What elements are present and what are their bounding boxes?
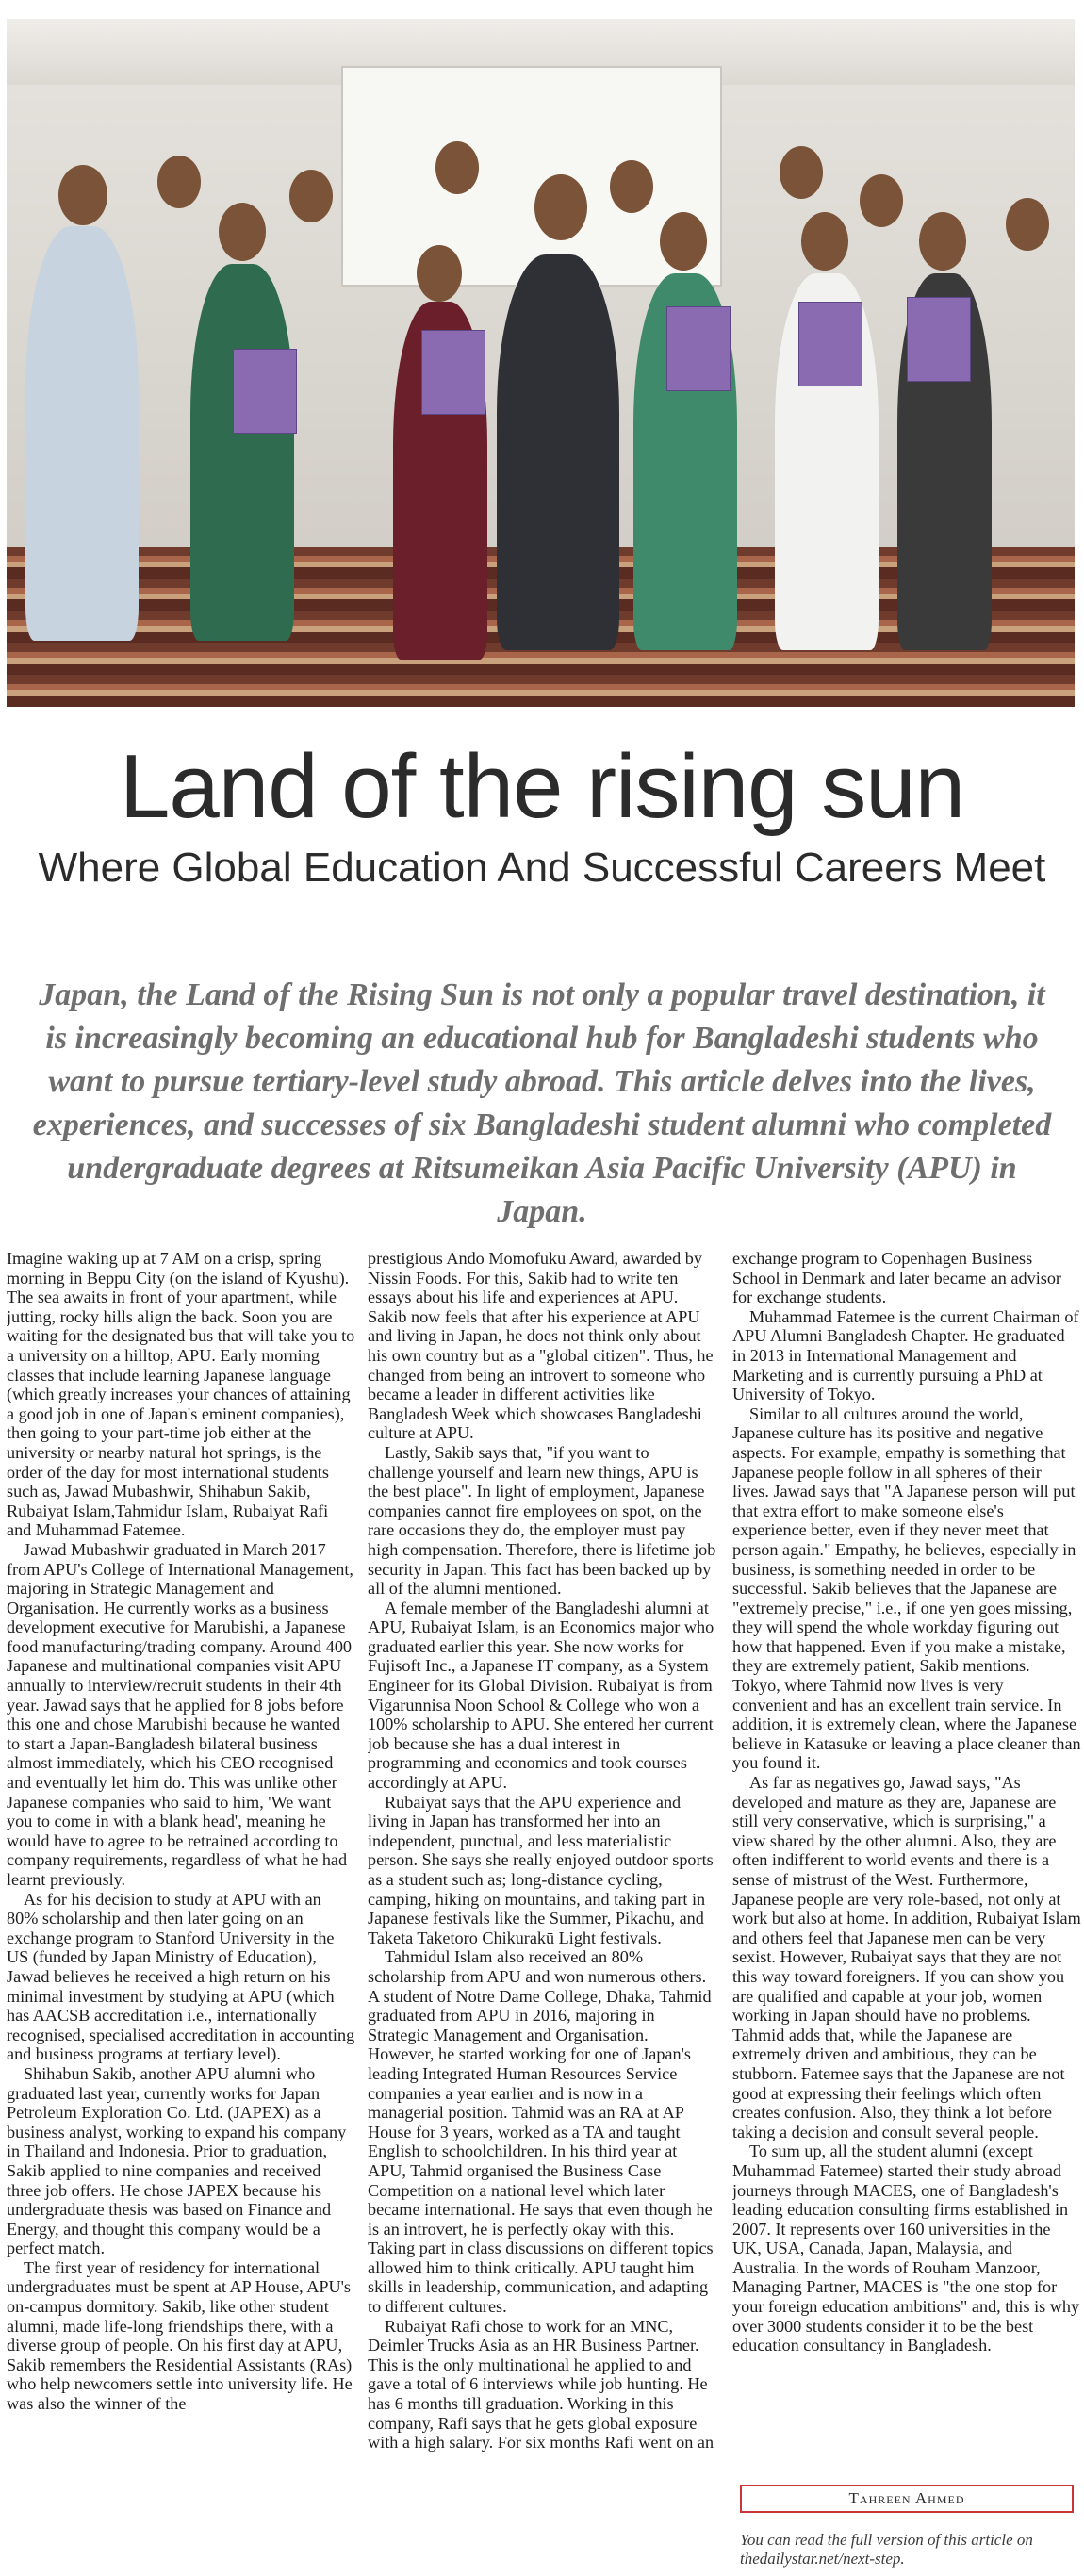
article-column-2 (368, 1249, 716, 2568)
person-head (860, 174, 903, 227)
article-byline: Tahreen Ahmed (740, 2485, 1074, 2513)
certificate-folder (798, 302, 862, 386)
paragraph: Rubaiyat says that the APU experience and living in Japan has transformed her into an independent, punctual, and less materialistic person. She says she really enjoyed outdoor sports as a student such as; long-distance cycling, camping, hiking on mountains, and taking part in Japanese festivals like the Summer, Pikachu, and Taketa Taketoro Chikurakū Light festivals. (368, 1792, 714, 1947)
person-head (58, 165, 107, 225)
person-head (157, 156, 201, 208)
paragraph: To sum up, all the student alumni (except Muhammad Fatemee) started their study abroad journeys through MACES, one of Bangladesh's leading education consulting firms established in 2007. It represents over 160 universities in the UK, USA, Canada, Japan, Malaysia, and Australia. In the words of Rouham Manzoor, Managing Partner, MACES is "the one stop for your foreign education ambitions" and, this is why over 3000 students consider it to be the best education consultancy in Bangladesh. (732, 2141, 1080, 2355)
person-head (534, 174, 587, 240)
paragraph: As for his decision to study at APU with an 80% scholarship and then later going on an exchange program to Stanford University in the US (funded by Japan Ministry of Education), Jawad believes he received a high return on his minimal investment by studying at APU (which has AACSB accreditation i.e., internationally recognised, specialised accreditation in accounting and business programs at tertiary level). (7, 1889, 355, 2064)
person-head (610, 160, 653, 213)
article-column-1 (7, 1249, 355, 2568)
paragraph: Rubaiyat Rafi chose to work for an MNC, Deimler Trucks Asia as an HR Business Partner. This is the only multinational he applied to and gave a total of 6 interviews while job hunting. He has 6 months till graduation. Working in this company, Rafi says that he gets global exposure with a high salary. For six months Rafi went on an (368, 2316, 714, 2453)
paragraph: The first year of residency for international undergraduates must be spent at AP House, APU's on-campus dormitory. Sakib, like other student alumni, made life-long friendships there, with a diverse group of people. On his first day at APU, Sakib remembers the Residential Assistants (RAs) who help newcomers settle into university life. He was also the winner of the (7, 2257, 353, 2414)
person-body (497, 254, 619, 650)
paragraph: exchange program to Copenhagen Business School in Denmark and later became an advisor for exchange students. (732, 1249, 1061, 1307)
paragraph: Imagine waking up at 7 AM on a crisp, spring morning in Beppu City (on the island of Kyushu). The sea awaits in front of your apartment, while jutting, rocky hills align the back. Soon you are waiting for the designated bus that will take you to a university on a hilltop, APU. Early morning classes that include learning Japanese language (which greatly increases your chances of attaining a good job in one of Japan's eminent companies), then going to your part-time job either at the university or nearby natural hot springs, is the order of the day for most international students such as, Jawad Mubashwir, Shihabun Sakib, Rubaiyat Islam,Tahmidur Islam, Rubaiyat Rafi and Muhammad Fatemee. (7, 1249, 355, 1540)
article-lede: Japan, the Land of the Rising Sun is not only a popular travel destination, it is increasingly becoming an educational hub for Bangladeshi students who want to pursue tertiary-level study abroad. This article delves into the lives, experiences, and successes of six Bangladeshi student alumni who completed undergraduate degrees at Ritsumeikan Asia Pacific University (APU) in Japan. (32, 977, 1052, 1229)
article-subheadline: Where Global Education And Successful Careers Meet (38, 845, 1046, 891)
paragraph: Lastly, Sakib says that, "if you want to challenge yourself and learn new things, APU is the best place". In light of employment, Japanese companies cannot fire employees on spot, on the rare occasions they do, the employer must pay high compensation. Therefore, there is lifetime job security in Japan. This fact has been backed up by all of the alumni mentioned. (368, 1442, 716, 1599)
person-head (1006, 198, 1049, 251)
person-body (25, 226, 139, 641)
person-head (660, 212, 707, 271)
paragraph: A female member of the Bangladeshi alumni at APU, Rubaiyat Islam, is an Economics major who graduated earlier this year. She now works for Fujisoft Inc., a Japanese IT company, as a System Engineer for its Global Division. Rubaiyat is from Vigarunnisa Noon School & College who won a 100% scholarship to APU. She entered her current job because she has a dual interest in programming and economics and took courses accordingly at APU. (368, 1598, 714, 1793)
certificate-folder (421, 330, 485, 415)
paragraph: As far as negatives go, Jawad says, "As developed and mature as they are, Japanese are still very conservative, which is surprising," a view shared by the other alumni. Also, they are often indifferent to world events and there is a sense of mistrust of the West. Furthermore, Japanese people are very role-based, not only at work but also at home. In addition, Rubaiyat Islam and others feel that Japanese men can be very sexist. However, Rubaiyat says that they are not this way toward foreigners. If you can show you are qualified and capable at your job, women working in Japan should have no problems. Tahmid adds that, while the Japanese are extremely driven and ambitious, they can be stubborn. Fatemee says that the Japanese are not good at expressing their feelings which often creates confusion. Also, they think a lot before taking a decision and consult several people. (732, 1773, 1081, 2141)
person-head (801, 212, 848, 271)
full-version-note: You can read the full version of this article on thedailystar.net/next-step. (740, 2531, 1033, 2568)
person-head (919, 212, 966, 271)
person-head (417, 245, 462, 302)
paragraph: Shihabun Sakib, another APU alumni who graduated last year, currently works for Japan Petroleum Exploration Co. Ltd. (JAPEX) as a business analyst, working to expand his company in Thailand and Indonesia. Prior to graduation, Sakib applied to nine companies and received three job offers. He chose JAPEX because his undergraduate thesis was based on Finance and Energy, and thought this company would be a perfect match. (7, 2063, 347, 2258)
paragraph: prestigious Ando Momofuku Award, awarded by Nissin Foods. For this, Sakib had to write ten essays about his life and experiences at APU. Sakib now feels that after his experience at APU and living in Japan, he does not think only about his own country but as a "global citizen". Thus, he changed from being an introvert to someone who became a leader in different activities like Bangladesh Week which showcases Bangladeshi culture at APU. (368, 1249, 714, 1443)
paragraph: Jawad Mubashwir graduated in March 2017 from APU's College of International Management, majoring in Strategic Management and Organisation. He currently works as a business development executive for Marubishi, a Japanese food manufacturing/trading company. Around 400 Japanese and multinational companies visit APU annually to interview/recruit students in their 4th year. Jawad says that he applied for 8 jobs before this one and chose Marubishi because he wanted to start a Japan-Bangladesh bilateral business almost immediately, which his CEO recognised and eventually let him do. This was unlike other Japanese companies who said to him, 'We want you to come in with a blank head', meaning he would have to agree to be retrained according to company requirements, regardless of what he had learnt previously. (7, 1539, 353, 1889)
paragraph: Tahmidul Islam also received an 80% scholarship from APU and won numerous others. A student of Notre Dame College, Dhaka, Tahmid graduated from APU in 2016, majoring in Strategic Management and Organisation. However, he started working for one of Japan's leading Integrated Human Resources Service companies a year earlier and is now in a managerial position. Tahmid was an RA at AP House for 3 years, worked as a TA and taught English to schoolchildren. In his third year at APU, Tahmid organised the Business Case Competition on a national level which later became international. He says that even though he is an introvert, he is perfectly okay with this. Taking part in class discussions on different topics allowed him to think critically. APU taught him skills in leadership, communication, and adapting to different cultures. (368, 1947, 714, 2317)
person-head (219, 203, 266, 261)
person-body (190, 264, 294, 641)
certificate-folder (666, 306, 731, 391)
paragraph: Similar to all cultures around the world, Japanese culture has its positive and negative aspects. For example, empathy is something that Japanese people follow in all spheres of their lives. Jawad says that "A Japanese person will put that extra effort to make someone else's experience better, even if they never meet that person again." Empathy, he believes, especially in business, is something needed in order to be successful. Sakib believes that the Japanese are "extremely precise," i.e., if one yen goes missing, they will spend the whole workday figuring out how that happened. Even if you make a mistake, they are extremely patient, Sakib mentions. Tokyo, where Tahmid now lives is very convenient and has an excellent train service. In addition, it is extremely clean, where the Japanese believe in Katasuke or leaving a place cleaner than you found it. (732, 1403, 1081, 1773)
person-head (289, 170, 333, 222)
certificate-folder (907, 297, 971, 382)
article-column-3 (732, 1249, 1081, 2474)
article-headline: Land of the rising sun (120, 736, 964, 837)
group-photo (7, 19, 1075, 707)
person-head (435, 141, 479, 194)
person-head (780, 146, 823, 199)
paragraph: Muhammad Fatemee is the current Chairman of APU Alumni Bangladesh Chapter. He graduated in 2013 in International Management and Marketing and is currently pursuing a PhD at University of Tokyo. (732, 1306, 1079, 1404)
certificate-folder (233, 349, 297, 434)
